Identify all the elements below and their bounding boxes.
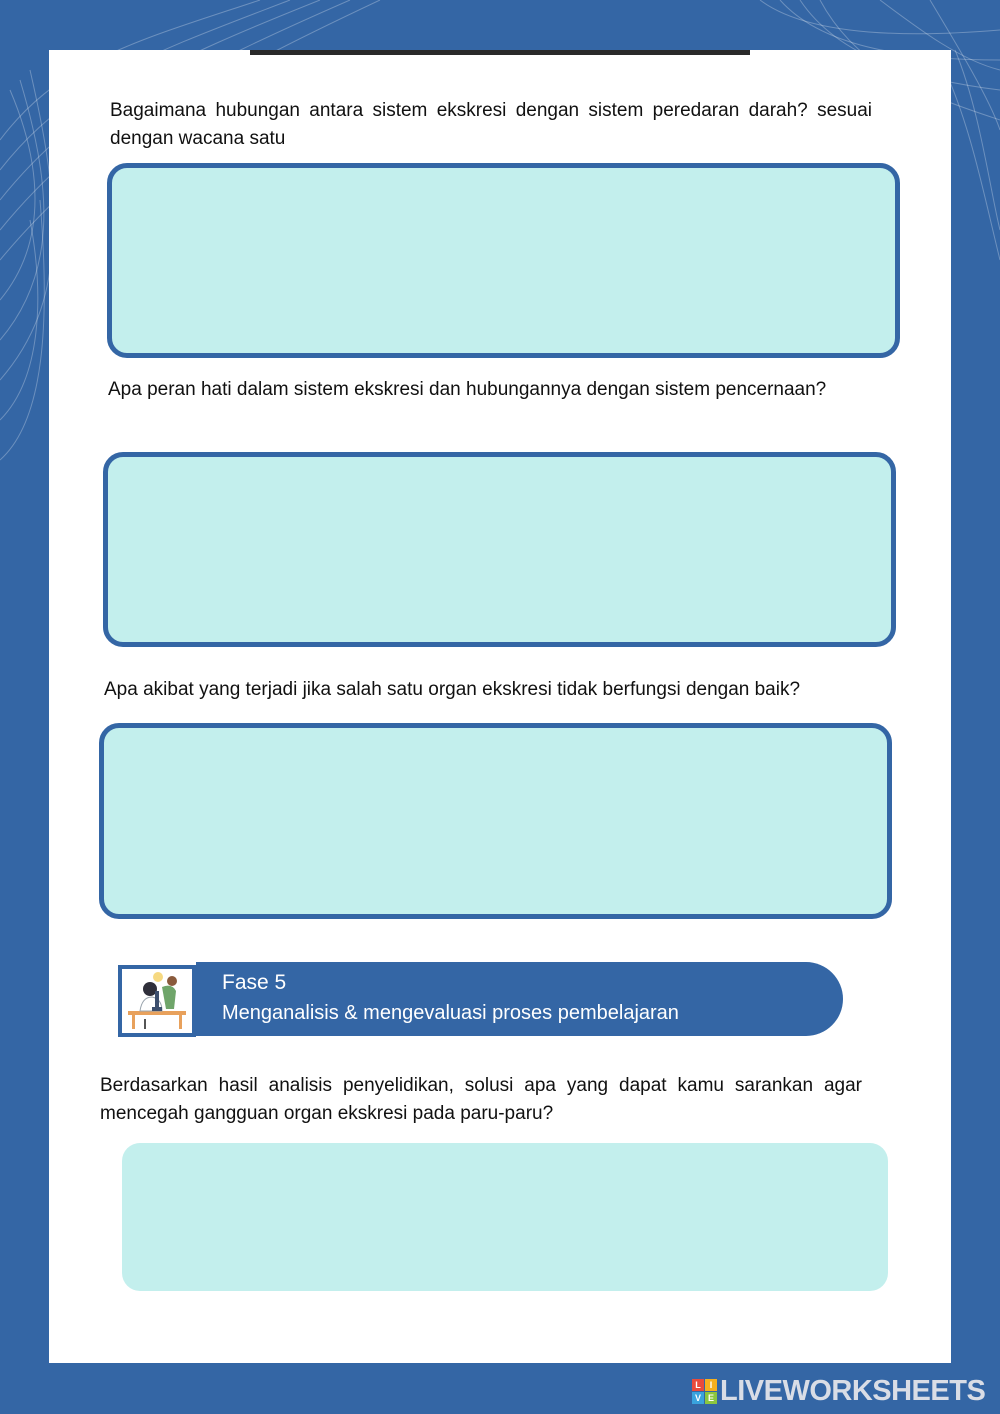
answer-3-input[interactable]: [99, 723, 892, 919]
logo-tile: V: [692, 1392, 704, 1404]
answer-2-input[interactable]: [103, 452, 896, 647]
phase-banner: [196, 962, 843, 1036]
watermark-text: LIVEWORKSHEETS: [720, 1374, 986, 1407]
top-divider: [250, 50, 750, 55]
answer-1-input[interactable]: [107, 163, 900, 358]
liveworksheets-watermark: [692, 1376, 985, 1406]
answer-4-input[interactable]: [122, 1143, 888, 1291]
question-3: Apa akibat yang terjadi jika salah satu organ ekskresi tidak berfungsi dengan baik?: [104, 679, 801, 700]
logo-tile: I: [705, 1379, 717, 1391]
question-1: Bagaimana hubungan antara sistem ekskresi dengan sistem peredaran darah? sesuai dengan wacana satu: [110, 100, 872, 149]
question-4: Berdasarkan hasil analisis penyelidikan, solusi apa yang dapat kamu sarankan agar mencegah gangguan organ ekskresi pada paru-paru?: [100, 1075, 862, 1124]
question-2: Apa peran hati dalam sistem ekskresi dan hubungannya dengan sistem pencernaan?: [108, 379, 827, 400]
logo-tile: E: [705, 1392, 717, 1404]
liveworksheets-logo-icon: [692, 1379, 717, 1404]
phase-title: Fase 5: [222, 971, 287, 994]
logo-tile: L: [692, 1379, 704, 1391]
phase-subtitle: Menganalisis & mengevaluasi proses pembelajaran: [222, 1002, 679, 1024]
scientist-microscope-icon: [118, 965, 196, 1037]
